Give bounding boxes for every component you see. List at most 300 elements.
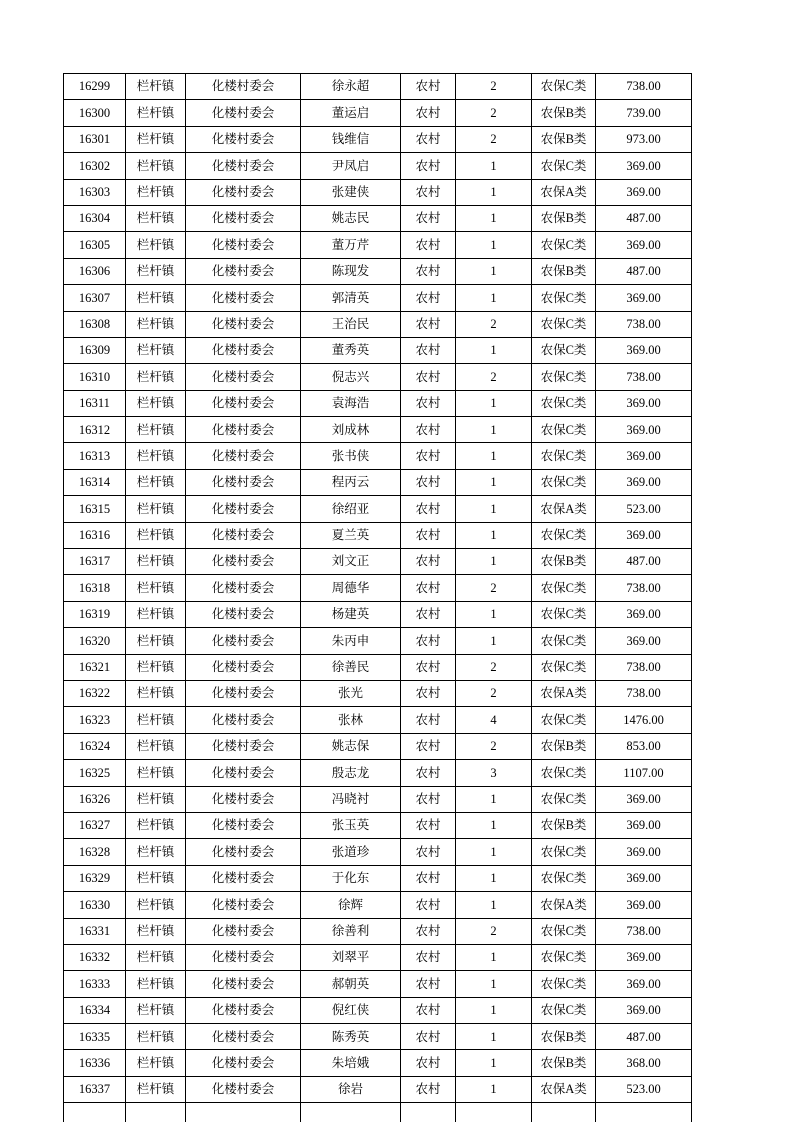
- cell-residence: 农村: [401, 311, 456, 337]
- cell-amount: 1476.00: [596, 707, 692, 733]
- cell-town: 栏杆镇: [126, 285, 186, 311]
- cell-town: 栏杆镇: [126, 443, 186, 469]
- cell-name: 张光: [301, 680, 401, 706]
- table-row: [64, 997, 692, 1023]
- cell-village: 化楼村委会: [186, 733, 301, 759]
- cell-serial: 16314: [64, 469, 126, 495]
- cell-serial: 16326: [64, 786, 126, 812]
- cell-amount: 738.00: [596, 918, 692, 944]
- cell-town: 栏杆镇: [126, 153, 186, 179]
- cell-serial: 16316: [64, 522, 126, 548]
- cell-name: 程丙云: [301, 469, 401, 495]
- cell-count: 1: [456, 812, 532, 838]
- cell-name: [301, 1103, 401, 1122]
- cell-serial: 16324: [64, 733, 126, 759]
- cell-residence: 农村: [401, 205, 456, 231]
- table-row: [64, 1024, 692, 1050]
- cell-town: 栏杆镇: [126, 997, 186, 1023]
- cell-category: 农保A类: [532, 892, 596, 918]
- cell-village: 化楼村委会: [186, 628, 301, 654]
- cell-name: 陈现发: [301, 258, 401, 284]
- cell-village: 化楼村委会: [186, 522, 301, 548]
- cell-village: 化楼村委会: [186, 575, 301, 601]
- cell-serial: 16322: [64, 680, 126, 706]
- cell-village: 化楼村委会: [186, 285, 301, 311]
- cell-amount: 523.00: [596, 1076, 692, 1102]
- table-row: [64, 918, 692, 944]
- cell-category: 农保C类: [532, 997, 596, 1023]
- cell-residence: [401, 1103, 456, 1122]
- cell-count: 1: [456, 443, 532, 469]
- cell-category: 农保C类: [532, 417, 596, 443]
- cell-residence: 农村: [401, 417, 456, 443]
- cell-amount: 487.00: [596, 1024, 692, 1050]
- cell-serial: 16321: [64, 654, 126, 680]
- cell-name: 冯晓衬: [301, 786, 401, 812]
- cell-category: 农保C类: [532, 285, 596, 311]
- table-row: [64, 601, 692, 627]
- cell-residence: 农村: [401, 496, 456, 522]
- cell-name: 刘翠平: [301, 944, 401, 970]
- cell-amount: 738.00: [596, 680, 692, 706]
- table-row: [64, 971, 692, 997]
- table-row: [64, 74, 692, 100]
- cell-serial: 16331: [64, 918, 126, 944]
- cell-village: 化楼村委会: [186, 153, 301, 179]
- cell-village: 化楼村委会: [186, 337, 301, 363]
- cell-residence: 农村: [401, 285, 456, 311]
- cell-amount: 369.00: [596, 628, 692, 654]
- cell-residence: 农村: [401, 865, 456, 891]
- cell-name: 夏兰英: [301, 522, 401, 548]
- cell-residence: 农村: [401, 179, 456, 205]
- cell-name: 徐岩: [301, 1076, 401, 1102]
- cell-serial: 16334: [64, 997, 126, 1023]
- cell-amount: 369.00: [596, 865, 692, 891]
- cell-name: 朱丙申: [301, 628, 401, 654]
- cell-serial: 16303: [64, 179, 126, 205]
- cell-town: 栏杆镇: [126, 311, 186, 337]
- cell-count: 2: [456, 654, 532, 680]
- cell-serial: 16301: [64, 126, 126, 152]
- cell-amount: 369.00: [596, 443, 692, 469]
- table-row: [64, 892, 692, 918]
- cell-category: 农保C类: [532, 918, 596, 944]
- cell-town: 栏杆镇: [126, 1050, 186, 1076]
- cell-serial: 16333: [64, 971, 126, 997]
- cell-serial: [64, 1103, 126, 1122]
- cell-town: 栏杆镇: [126, 918, 186, 944]
- cell-amount: 369.00: [596, 601, 692, 627]
- cell-name: 姚志民: [301, 205, 401, 231]
- cell-village: [186, 1103, 301, 1122]
- cell-category: 农保C类: [532, 654, 596, 680]
- cell-town: 栏杆镇: [126, 839, 186, 865]
- table-row: [64, 733, 692, 759]
- cell-serial: 16306: [64, 258, 126, 284]
- cell-count: 1: [456, 601, 532, 627]
- table-row: [64, 522, 692, 548]
- cell-category: 农保A类: [532, 680, 596, 706]
- cell-town: [126, 1103, 186, 1122]
- cell-name: 朱培娥: [301, 1050, 401, 1076]
- cell-amount: 853.00: [596, 733, 692, 759]
- cell-category: 农保C类: [532, 522, 596, 548]
- table-row: [64, 100, 692, 126]
- cell-count: 1: [456, 839, 532, 865]
- table-row: [64, 549, 692, 575]
- cell-name: 张林: [301, 707, 401, 733]
- cell-residence: 农村: [401, 971, 456, 997]
- cell-residence: 农村: [401, 733, 456, 759]
- table-row: [64, 786, 692, 812]
- cell-town: 栏杆镇: [126, 892, 186, 918]
- cell-serial: 16309: [64, 337, 126, 363]
- cell-amount: 739.00: [596, 100, 692, 126]
- cell-category: 农保C类: [532, 839, 596, 865]
- cell-town: 栏杆镇: [126, 707, 186, 733]
- cell-count: 1: [456, 179, 532, 205]
- table-row: [64, 258, 692, 284]
- cell-name: 姚志保: [301, 733, 401, 759]
- cell-residence: 农村: [401, 337, 456, 363]
- cell-name: 钱维信: [301, 126, 401, 152]
- cell-town: 栏杆镇: [126, 232, 186, 258]
- cell-village: 化楼村委会: [186, 443, 301, 469]
- cell-town: 栏杆镇: [126, 786, 186, 812]
- table-row: [64, 760, 692, 786]
- cell-category: 农保C类: [532, 390, 596, 416]
- cell-town: 栏杆镇: [126, 865, 186, 891]
- cell-name: 刘成林: [301, 417, 401, 443]
- cell-name: 张书侠: [301, 443, 401, 469]
- cell-amount: 487.00: [596, 258, 692, 284]
- cell-serial: 16304: [64, 205, 126, 231]
- table-row: [64, 469, 692, 495]
- table-row: [64, 1050, 692, 1076]
- cell-serial: 16320: [64, 628, 126, 654]
- cell-count: 2: [456, 364, 532, 390]
- cell-amount: 738.00: [596, 654, 692, 680]
- cell-village: 化楼村委会: [186, 179, 301, 205]
- cell-residence: 农村: [401, 100, 456, 126]
- cell-village: 化楼村委会: [186, 549, 301, 575]
- cell-amount: 369.00: [596, 417, 692, 443]
- table-row: [64, 944, 692, 970]
- table-row: [64, 311, 692, 337]
- cell-name: 董运启: [301, 100, 401, 126]
- cell-residence: 农村: [401, 390, 456, 416]
- cell-count: 1: [456, 997, 532, 1023]
- cell-category: 农保C类: [532, 74, 596, 100]
- cell-name: 刘文正: [301, 549, 401, 575]
- cell-count: 1: [456, 258, 532, 284]
- cell-category: 农保A类: [532, 496, 596, 522]
- cell-name: 王治民: [301, 311, 401, 337]
- cell-village: 化楼村委会: [186, 258, 301, 284]
- cell-village: 化楼村委会: [186, 1076, 301, 1102]
- table-row: [64, 205, 692, 231]
- cell-village: 化楼村委会: [186, 74, 301, 100]
- cell-amount: 368.00: [596, 1050, 692, 1076]
- cell-residence: 农村: [401, 839, 456, 865]
- cell-amount: 369.00: [596, 997, 692, 1023]
- cell-village: 化楼村委会: [186, 205, 301, 231]
- cell-count: 1: [456, 944, 532, 970]
- cell-village: 化楼村委会: [186, 100, 301, 126]
- cell-count: 2: [456, 918, 532, 944]
- cell-residence: 农村: [401, 364, 456, 390]
- cell-amount: 738.00: [596, 364, 692, 390]
- cell-name: 徐善利: [301, 918, 401, 944]
- cell-count: 2: [456, 74, 532, 100]
- cell-town: 栏杆镇: [126, 1024, 186, 1050]
- table-row: [64, 179, 692, 205]
- cell-category: 农保C类: [532, 786, 596, 812]
- cell-category: 农保C类: [532, 971, 596, 997]
- cell-category: 农保C类: [532, 311, 596, 337]
- table-row: [64, 628, 692, 654]
- cell-residence: 农村: [401, 549, 456, 575]
- table-row: [64, 839, 692, 865]
- cell-residence: 农村: [401, 707, 456, 733]
- cell-village: 化楼村委会: [186, 944, 301, 970]
- cell-residence: 农村: [401, 892, 456, 918]
- cell-name: 袁海浩: [301, 390, 401, 416]
- cell-amount: 487.00: [596, 549, 692, 575]
- table-row: [64, 126, 692, 152]
- cell-count: 1: [456, 390, 532, 416]
- table-row: [64, 496, 692, 522]
- table-row: [64, 865, 692, 891]
- cell-village: 化楼村委会: [186, 232, 301, 258]
- cell-town: 栏杆镇: [126, 760, 186, 786]
- cell-serial: 16330: [64, 892, 126, 918]
- cell-serial: 16332: [64, 944, 126, 970]
- cell-town: 栏杆镇: [126, 575, 186, 601]
- cell-category: 农保C类: [532, 865, 596, 891]
- cell-town: 栏杆镇: [126, 654, 186, 680]
- cell-name: 殷志龙: [301, 760, 401, 786]
- cell-count: 1: [456, 549, 532, 575]
- cell-name: 董秀英: [301, 337, 401, 363]
- cell-count: 4: [456, 707, 532, 733]
- cell-town: 栏杆镇: [126, 469, 186, 495]
- cell-category: 农保C类: [532, 601, 596, 627]
- cell-town: 栏杆镇: [126, 74, 186, 100]
- cell-town: 栏杆镇: [126, 100, 186, 126]
- cell-count: 1: [456, 285, 532, 311]
- cell-count: 3: [456, 760, 532, 786]
- table-row: [64, 285, 692, 311]
- cell-village: 化楼村委会: [186, 126, 301, 152]
- cell-amount: 369.00: [596, 285, 692, 311]
- cell-village: 化楼村委会: [186, 812, 301, 838]
- cell-village: 化楼村委会: [186, 469, 301, 495]
- cell-residence: 农村: [401, 126, 456, 152]
- cell-serial: 16299: [64, 74, 126, 100]
- cell-town: 栏杆镇: [126, 812, 186, 838]
- cell-category: 农保B类: [532, 100, 596, 126]
- cell-amount: 369.00: [596, 786, 692, 812]
- cell-name: 张道珍: [301, 839, 401, 865]
- cell-town: 栏杆镇: [126, 496, 186, 522]
- cell-town: 栏杆镇: [126, 364, 186, 390]
- cell-residence: 农村: [401, 654, 456, 680]
- table-row: [64, 443, 692, 469]
- cell-residence: 农村: [401, 760, 456, 786]
- cell-serial: 16310: [64, 364, 126, 390]
- cell-count: 1: [456, 786, 532, 812]
- cell-category: 农保B类: [532, 1050, 596, 1076]
- cell-residence: 农村: [401, 786, 456, 812]
- cell-serial: 16325: [64, 760, 126, 786]
- cell-residence: 农村: [401, 1050, 456, 1076]
- cell-amount: 738.00: [596, 311, 692, 337]
- cell-residence: 农村: [401, 944, 456, 970]
- cell-serial: 16311: [64, 390, 126, 416]
- cell-amount: 1107.00: [596, 760, 692, 786]
- cell-amount: 369.00: [596, 153, 692, 179]
- cell-category: 农保C类: [532, 944, 596, 970]
- cell-count: [456, 1103, 532, 1122]
- cell-serial: 16319: [64, 601, 126, 627]
- cell-amount: [596, 1103, 692, 1122]
- cell-residence: 农村: [401, 1024, 456, 1050]
- table-row: [64, 680, 692, 706]
- cell-village: 化楼村委会: [186, 680, 301, 706]
- cell-residence: 农村: [401, 232, 456, 258]
- cell-town: 栏杆镇: [126, 258, 186, 284]
- cell-count: 1: [456, 971, 532, 997]
- cell-town: 栏杆镇: [126, 680, 186, 706]
- cell-residence: 农村: [401, 918, 456, 944]
- cell-category: 农保B类: [532, 126, 596, 152]
- cell-category: 农保C类: [532, 232, 596, 258]
- cell-village: 化楼村委会: [186, 971, 301, 997]
- table-row: [64, 575, 692, 601]
- cell-count: 1: [456, 417, 532, 443]
- cell-serial: 16300: [64, 100, 126, 126]
- cell-serial: 16335: [64, 1024, 126, 1050]
- cell-amount: 369.00: [596, 971, 692, 997]
- cell-village: 化楼村委会: [186, 1024, 301, 1050]
- cell-count: 1: [456, 205, 532, 231]
- cell-town: 栏杆镇: [126, 1076, 186, 1102]
- cell-town: 栏杆镇: [126, 971, 186, 997]
- cell-name: 郭清英: [301, 285, 401, 311]
- cell-village: 化楼村委会: [186, 601, 301, 627]
- cell-count: 1: [456, 232, 532, 258]
- cell-category: 农保B类: [532, 812, 596, 838]
- cell-count: 2: [456, 126, 532, 152]
- cell-count: 1: [456, 153, 532, 179]
- cell-amount: 369.00: [596, 522, 692, 548]
- cell-count: 2: [456, 100, 532, 126]
- cell-serial: 16329: [64, 865, 126, 891]
- cell-town: 栏杆镇: [126, 205, 186, 231]
- cell-count: 2: [456, 680, 532, 706]
- cell-amount: 369.00: [596, 337, 692, 363]
- cell-amount: 973.00: [596, 126, 692, 152]
- table-row: [64, 417, 692, 443]
- cell-count: 1: [456, 496, 532, 522]
- cell-count: 2: [456, 575, 532, 601]
- table-row: [64, 654, 692, 680]
- table-row: [64, 337, 692, 363]
- cell-amount: 369.00: [596, 232, 692, 258]
- cell-amount: 523.00: [596, 496, 692, 522]
- cell-serial: 16305: [64, 232, 126, 258]
- cell-amount: 369.00: [596, 812, 692, 838]
- cell-name: 尹凤启: [301, 153, 401, 179]
- cell-category: [532, 1103, 596, 1122]
- cell-amount: 738.00: [596, 575, 692, 601]
- cell-count: 1: [456, 892, 532, 918]
- cell-serial: 16315: [64, 496, 126, 522]
- cell-village: 化楼村委会: [186, 865, 301, 891]
- cell-name: 杨建英: [301, 601, 401, 627]
- cell-count: 2: [456, 311, 532, 337]
- cell-count: 1: [456, 628, 532, 654]
- cell-serial: 16308: [64, 311, 126, 337]
- cell-name: 徐辉: [301, 892, 401, 918]
- cell-town: 栏杆镇: [126, 337, 186, 363]
- cell-name: 倪志兴: [301, 364, 401, 390]
- cell-category: 农保C类: [532, 364, 596, 390]
- cell-village: 化楼村委会: [186, 839, 301, 865]
- cell-town: 栏杆镇: [126, 417, 186, 443]
- cell-name: 张玉英: [301, 812, 401, 838]
- cell-town: 栏杆镇: [126, 549, 186, 575]
- cell-residence: 农村: [401, 601, 456, 627]
- cell-village: 化楼村委会: [186, 654, 301, 680]
- cell-count: 1: [456, 1024, 532, 1050]
- cell-village: 化楼村委会: [186, 364, 301, 390]
- cell-name: 陈秀英: [301, 1024, 401, 1050]
- cell-serial: 16318: [64, 575, 126, 601]
- cell-village: 化楼村委会: [186, 918, 301, 944]
- cell-residence: 农村: [401, 1076, 456, 1102]
- cell-amount: 369.00: [596, 390, 692, 416]
- cell-name: 徐绍亚: [301, 496, 401, 522]
- cell-serial: 16336: [64, 1050, 126, 1076]
- cell-category: 农保C类: [532, 760, 596, 786]
- cell-serial: 16302: [64, 153, 126, 179]
- cell-residence: 农村: [401, 469, 456, 495]
- cell-category: 农保B类: [532, 1024, 596, 1050]
- cell-village: 化楼村委会: [186, 1050, 301, 1076]
- cell-residence: 农村: [401, 153, 456, 179]
- cell-category: 农保B类: [532, 549, 596, 575]
- cell-town: 栏杆镇: [126, 126, 186, 152]
- cell-village: 化楼村委会: [186, 892, 301, 918]
- table-row: [64, 1076, 692, 1102]
- cell-count: 1: [456, 865, 532, 891]
- cell-serial: 16323: [64, 707, 126, 733]
- table-row: [64, 390, 692, 416]
- cell-category: 农保C类: [532, 337, 596, 363]
- cell-count: 1: [456, 1050, 532, 1076]
- cell-residence: 农村: [401, 443, 456, 469]
- cell-residence: 农村: [401, 680, 456, 706]
- cell-village: 化楼村委会: [186, 760, 301, 786]
- cell-category: 农保C类: [532, 707, 596, 733]
- cell-town: 栏杆镇: [126, 628, 186, 654]
- cell-serial: 16328: [64, 839, 126, 865]
- cell-category: 农保B类: [532, 205, 596, 231]
- cell-town: 栏杆镇: [126, 601, 186, 627]
